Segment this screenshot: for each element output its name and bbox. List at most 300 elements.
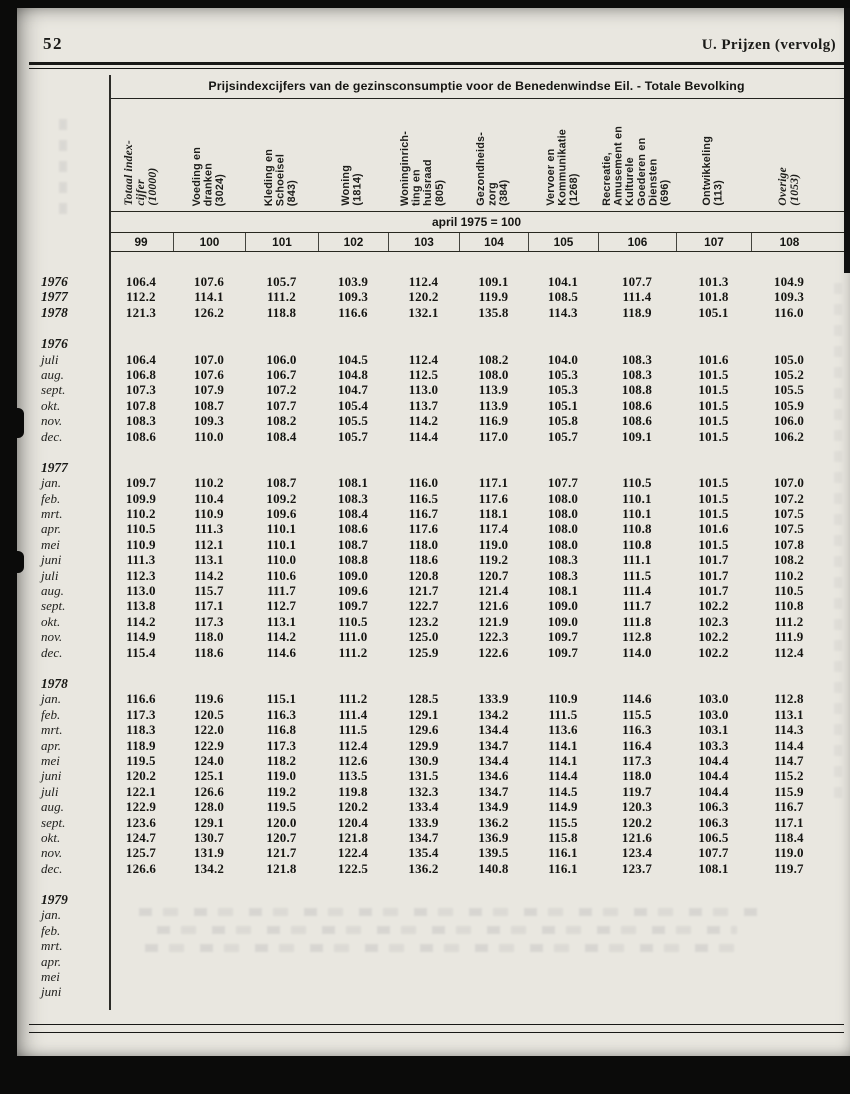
- data-cell: 117.0: [478, 428, 509, 444]
- column-header-label: Overige (1053): [776, 167, 801, 206]
- data-cell: 117.1: [478, 475, 509, 491]
- data-cell: 108.2: [773, 552, 805, 568]
- data-cell: 109.3: [193, 413, 225, 429]
- data-cell: 109.0: [547, 613, 579, 629]
- row-label: feb.: [41, 706, 61, 722]
- table-row: [29, 289, 844, 304]
- data-cell: 107.2: [773, 490, 805, 506]
- column-header-99: [109, 99, 173, 211]
- table-row: [29, 429, 844, 444]
- table-row: [29, 460, 844, 475]
- row-label: 1977: [41, 289, 68, 305]
- table-row: [29, 845, 844, 860]
- data-cell: 114.3: [548, 304, 578, 320]
- data-cell: 111.5: [548, 706, 578, 722]
- data-cell: 104.1: [547, 274, 579, 289]
- data-cell: 117.1: [194, 598, 224, 614]
- data-cell: 129.1: [408, 706, 439, 722]
- data-cell: 140.8: [478, 860, 509, 876]
- data-cell: 114.1: [194, 289, 224, 305]
- row-label: mei: [41, 969, 60, 985]
- row-label: jan.: [41, 475, 62, 491]
- data-cell: 110.1: [622, 506, 652, 522]
- column-header-106: [598, 99, 676, 211]
- row-label: apr.: [41, 521, 62, 537]
- data-cell: 110.1: [266, 521, 297, 537]
- data-cell: 112.5: [408, 366, 439, 382]
- data-cell: 119.2: [266, 783, 297, 799]
- column-header-label: Woninginrich- ting en huisraad (805): [399, 131, 447, 206]
- row-label: mrt.: [41, 938, 63, 954]
- data-cell: 105.7: [337, 428, 369, 444]
- data-cell: 134.2: [478, 706, 509, 722]
- data-cell: 126.6: [125, 860, 157, 876]
- data-cell: 114.4: [408, 428, 439, 444]
- data-cell: 130.7: [193, 829, 225, 845]
- data-cell: 113.9: [478, 397, 509, 413]
- data-cell: 122.3: [478, 629, 509, 645]
- data-cell: 134.4: [478, 752, 509, 768]
- data-cell: 106.7: [266, 366, 297, 382]
- data-cell: 119.0: [774, 845, 804, 861]
- row-label: juni: [41, 768, 62, 784]
- data-cell: 105.3: [547, 366, 579, 382]
- data-cell: 110.5: [774, 583, 804, 599]
- data-cell: 101.5: [698, 428, 729, 444]
- data-cell: 114.2: [408, 413, 439, 429]
- data-cell: 113.1: [774, 706, 804, 722]
- data-cell: 101.7: [698, 552, 729, 568]
- data-cell: 101.5: [698, 382, 729, 398]
- data-cell: 113.0: [408, 382, 439, 398]
- table-title: Prijsindexcijfers van de gezinsconsumptie voor de Benedenwindse Eil. - Totale Bevolking: [208, 79, 745, 93]
- data-cell: 103.3: [698, 737, 729, 753]
- row-label: juni: [41, 552, 62, 568]
- table-row: [29, 645, 844, 660]
- data-cell: 108.5: [547, 289, 579, 305]
- data-cell: 131.5: [408, 768, 439, 784]
- data-cell: 125.1: [193, 768, 225, 784]
- data-cell: 131.9: [193, 845, 225, 861]
- table-body: [29, 274, 844, 1012]
- scan-edge-artifact: [17, 551, 24, 573]
- page-number: 52: [43, 34, 63, 53]
- data-cell: 110.4: [194, 490, 224, 506]
- data-cell: 111.2: [774, 613, 804, 629]
- column-header-label: Vervoer en Kommunikatie (1268): [544, 129, 580, 206]
- row-label: dec.: [41, 860, 63, 876]
- data-cell: 106.4: [125, 274, 157, 289]
- data-cell: 110.0: [194, 428, 224, 444]
- data-cell: 117.3: [194, 613, 224, 629]
- data-cell: 114.9: [126, 629, 156, 645]
- data-cell: 105.5: [773, 382, 805, 398]
- table-row: [29, 799, 844, 814]
- data-cell: 114.1: [548, 752, 578, 768]
- data-cell: 121.6: [478, 598, 509, 614]
- column-code-99: 99: [134, 235, 148, 249]
- data-cell: 120.4: [337, 814, 369, 830]
- data-cell: 110.9: [194, 506, 224, 522]
- data-cell: 118.4: [774, 829, 804, 845]
- data-cell: 134.9: [478, 799, 509, 815]
- data-cell: 134.2: [193, 860, 225, 876]
- data-cell: 109.9: [125, 490, 157, 506]
- data-cell: 108.2: [478, 351, 509, 367]
- data-cell: 107.0: [193, 351, 225, 367]
- data-cell: 110.0: [266, 552, 297, 568]
- table-row: [29, 398, 844, 413]
- data-cell: 112.4: [774, 644, 804, 660]
- data-cell: 116.3: [266, 706, 297, 722]
- data-cell: 114.4: [548, 768, 578, 784]
- data-cell: 108.3: [337, 490, 369, 506]
- data-cell: 120.8: [408, 567, 439, 583]
- data-cell: 125.0: [408, 629, 439, 645]
- data-cell: 118.0: [194, 629, 224, 645]
- data-cell: 116.6: [126, 691, 156, 707]
- row-label: dec.: [41, 644, 63, 660]
- data-cell: 115.5: [548, 814, 578, 830]
- data-cell: 111.9: [774, 629, 804, 645]
- data-cell: 115.9: [774, 783, 804, 799]
- column-header-label: Woning (1814): [340, 165, 364, 206]
- data-cell: 107.6: [193, 366, 225, 382]
- data-cell: 112.6: [338, 752, 368, 768]
- row-label: apr.: [41, 737, 62, 753]
- data-cell: 112.4: [408, 351, 439, 367]
- data-cell: 120.2: [621, 814, 653, 830]
- data-cell: 107.7: [698, 845, 729, 861]
- data-cell: 115.1: [266, 691, 297, 707]
- data-cell: 134.7: [408, 829, 439, 845]
- data-cell: 114.6: [266, 644, 297, 660]
- row-label: juli: [41, 783, 59, 799]
- data-cell: 109.3: [337, 289, 369, 305]
- data-cell: 106.3: [698, 814, 729, 830]
- table-row: [29, 707, 844, 722]
- data-cell: 121.9: [478, 613, 509, 629]
- table-row: [29, 305, 844, 320]
- data-cell: 106.2: [773, 428, 805, 444]
- table-row: [29, 614, 844, 629]
- data-cell: 101.5: [698, 490, 729, 506]
- data-cell: 109.7: [337, 598, 369, 614]
- data-cell: 108.1: [337, 475, 369, 491]
- data-cell: 115.5: [622, 706, 652, 722]
- data-cell: 106.3: [698, 799, 729, 815]
- data-cell: 105.0: [773, 351, 805, 367]
- row-label: okt.: [41, 613, 61, 629]
- row-label: okt.: [41, 397, 61, 413]
- data-cell: 104.7: [337, 382, 369, 398]
- data-cell: 125.7: [125, 845, 157, 861]
- data-cell: 114.9: [548, 799, 578, 815]
- data-cell: 116.0: [774, 304, 804, 320]
- column-header-label: Ontwikkeling (113): [700, 136, 725, 206]
- data-cell: 132.3: [408, 783, 439, 799]
- data-cell: 103.0: [698, 706, 729, 722]
- column-code-105: 105: [528, 233, 598, 251]
- data-cell: 111.4: [622, 289, 652, 305]
- column-code-106: 106: [598, 233, 676, 251]
- data-cell: 105.7: [266, 274, 297, 289]
- data-cell: 114.2: [266, 629, 297, 645]
- data-cell: 108.4: [266, 428, 297, 444]
- row-label: nov.: [41, 845, 63, 861]
- data-cell: 129.1: [193, 814, 225, 830]
- data-cell: 107.5: [773, 506, 805, 522]
- data-cell: 109.1: [478, 274, 509, 289]
- data-cell: 107.5: [773, 521, 805, 537]
- data-cell: 110.6: [266, 567, 297, 583]
- row-label: dec.: [41, 428, 63, 444]
- data-cell: 120.7: [266, 829, 297, 845]
- data-cell: 136.2: [478, 814, 509, 830]
- column-code-100: 100: [173, 233, 245, 251]
- data-cell: 116.3: [622, 722, 652, 738]
- column-header-108: [751, 99, 827, 211]
- column-headers-row: [29, 99, 844, 211]
- data-cell: 108.0: [547, 506, 579, 522]
- data-cell: 114.2: [126, 613, 156, 629]
- row-label: 1978: [41, 304, 68, 320]
- data-cell: 136.9: [478, 829, 509, 845]
- data-cell: 121.8: [337, 829, 369, 845]
- data-cell: 109.2: [266, 490, 297, 506]
- row-label: aug.: [41, 583, 64, 599]
- table-row: [29, 413, 844, 428]
- data-cell: 108.2: [266, 413, 297, 429]
- data-cell: 108.6: [621, 397, 653, 413]
- data-cell: 110.2: [774, 567, 804, 583]
- data-cell: 119.6: [194, 691, 224, 707]
- data-cell: 120.5: [193, 706, 225, 722]
- data-cell: 110.8: [622, 521, 652, 537]
- data-cell: 117.4: [478, 521, 509, 537]
- data-cell: 104.4: [698, 783, 729, 799]
- data-cell: 107.6: [193, 274, 225, 289]
- data-cell: 117.3: [622, 752, 652, 768]
- data-cell: 118.9: [622, 304, 652, 320]
- data-cell: 104.9: [773, 274, 805, 289]
- data-cell: 105.7: [547, 428, 579, 444]
- data-cell: 119.0: [266, 768, 297, 784]
- data-cell: 132.1: [408, 304, 439, 320]
- data-cell: 119.7: [774, 860, 804, 876]
- column-code-101: 101: [245, 233, 318, 251]
- data-cell: 110.8: [622, 536, 652, 552]
- row-label: juni: [41, 984, 62, 1000]
- table-row: [29, 537, 844, 552]
- table-row: [29, 568, 844, 583]
- data-cell: 112.3: [126, 567, 156, 583]
- data-cell: 133.9: [408, 814, 439, 830]
- table-row: [29, 722, 844, 737]
- data-cell: 126.6: [193, 783, 225, 799]
- data-cell: 111.5: [338, 722, 368, 738]
- data-cell: 124.0: [193, 752, 225, 768]
- data-cell: 110.9: [548, 691, 578, 707]
- data-cell: 108.0: [547, 521, 579, 537]
- data-cell: 121.7: [266, 845, 297, 861]
- data-cell: 129.6: [408, 722, 439, 738]
- data-cell: 111.4: [622, 583, 652, 599]
- column-header-102: [318, 99, 388, 211]
- column-header-103: [388, 99, 459, 211]
- data-cell: 122.6: [478, 644, 509, 660]
- data-cell: 118.0: [622, 768, 652, 784]
- data-cell: 111.4: [338, 706, 368, 722]
- data-cell: 101.6: [698, 351, 729, 367]
- table-row: [29, 506, 844, 521]
- data-cell: 113.6: [548, 722, 578, 738]
- row-label: aug.: [41, 799, 64, 815]
- data-cell: 119.5: [266, 799, 297, 815]
- data-cell: 111.0: [338, 629, 368, 645]
- data-cell: 114.7: [774, 752, 804, 768]
- data-cell: 106.0: [266, 351, 297, 367]
- data-cell: 118.6: [194, 644, 224, 660]
- row-label: nov.: [41, 629, 63, 645]
- table-row: [29, 784, 844, 799]
- table-row: [29, 676, 844, 691]
- data-cell: 102.2: [698, 598, 729, 614]
- table-row: [29, 768, 844, 783]
- data-cell: 101.5: [698, 506, 729, 522]
- data-cell: 111.2: [338, 644, 368, 660]
- table-section: [29, 676, 844, 876]
- data-cell: 110.1: [622, 490, 652, 506]
- data-cell: 105.1: [698, 304, 729, 320]
- table-row: [29, 352, 844, 367]
- data-cell: 107.7: [621, 274, 653, 289]
- table-row: [29, 938, 844, 953]
- table-section: [29, 336, 844, 444]
- data-cell: 106.0: [773, 413, 805, 429]
- data-cell: 113.8: [126, 598, 156, 614]
- data-cell: 117.1: [774, 814, 804, 830]
- data-cell: 112.2: [126, 289, 156, 305]
- data-cell: 116.4: [622, 737, 652, 753]
- data-cell: 108.3: [547, 552, 579, 568]
- data-cell: 121.4: [478, 583, 509, 599]
- data-cell: 119.7: [622, 783, 652, 799]
- data-cell: 109.6: [337, 583, 369, 599]
- data-cell: 108.8: [337, 552, 369, 568]
- data-cell: 108.8: [621, 382, 653, 398]
- data-cell: 110.5: [126, 521, 156, 537]
- data-cell: 119.5: [126, 752, 156, 768]
- data-cell: 120.0: [266, 814, 297, 830]
- data-cell: 128.5: [408, 691, 439, 707]
- data-cell: 108.0: [478, 366, 509, 382]
- data-cell: 135.4: [408, 845, 439, 861]
- data-cell: 101.5: [698, 475, 729, 491]
- data-cell: 101.5: [698, 536, 729, 552]
- row-label: 1979: [41, 892, 68, 908]
- column-codes-row: [109, 232, 844, 252]
- table-row: [29, 815, 844, 830]
- data-cell: 113.7: [408, 397, 439, 413]
- data-cell: 116.0: [408, 475, 439, 491]
- table-row: [29, 491, 844, 506]
- data-cell: 110.2: [126, 506, 156, 522]
- data-cell: 110.5: [338, 613, 368, 629]
- data-cell: 104.4: [698, 768, 729, 784]
- data-cell: 118.0: [408, 536, 439, 552]
- data-cell: 110.2: [194, 475, 224, 491]
- data-cell: 118.1: [478, 506, 509, 522]
- data-cell: 134.4: [478, 722, 509, 738]
- data-cell: 108.6: [337, 521, 369, 537]
- table-row: [29, 629, 844, 644]
- data-cell: 108.7: [337, 536, 369, 552]
- data-cell: 109.3: [773, 289, 805, 305]
- data-cell: 101.7: [698, 567, 729, 583]
- data-cell: 118.3: [126, 722, 156, 738]
- header-spacer: [29, 99, 109, 211]
- row-label: 1976: [41, 336, 68, 352]
- data-cell: 114.2: [194, 567, 224, 583]
- row-label: 1977: [41, 459, 68, 475]
- data-cell: 115.8: [548, 829, 578, 845]
- data-cell: 109.7: [547, 644, 579, 660]
- data-cell: 105.5: [337, 413, 369, 429]
- data-cell: 122.7: [408, 598, 439, 614]
- data-cell: 111.7: [622, 598, 652, 614]
- row-label: okt.: [41, 829, 61, 845]
- data-cell: 117.6: [478, 490, 509, 506]
- data-cell: 114.0: [622, 644, 652, 660]
- data-cell: 139.5: [478, 845, 509, 861]
- data-cell: 101.5: [698, 413, 729, 429]
- data-cell: 104.8: [337, 366, 369, 382]
- data-cell: 108.6: [621, 413, 653, 429]
- row-label: juli: [41, 567, 59, 583]
- data-cell: 112.4: [338, 737, 368, 753]
- data-cell: 121.8: [266, 860, 297, 876]
- data-cell: 109.7: [125, 475, 157, 491]
- table-row: [29, 738, 844, 753]
- data-cell: 105.8: [547, 413, 579, 429]
- data-cell: 119.9: [478, 289, 509, 305]
- data-cell: 103.1: [698, 722, 729, 738]
- data-cell: 121.6: [621, 829, 653, 845]
- column-header-101: [245, 99, 318, 211]
- data-cell: 116.7: [774, 799, 804, 815]
- table-row: [29, 861, 844, 876]
- data-cell: 124.7: [125, 829, 157, 845]
- data-cell: 108.3: [125, 413, 157, 429]
- row-label: sept.: [41, 814, 66, 830]
- data-cell: 112.8: [774, 691, 804, 707]
- data-cell: 134.7: [478, 737, 509, 753]
- data-cell: 121.7: [408, 583, 439, 599]
- data-cell: 107.8: [125, 397, 157, 413]
- data-cell: 129.9: [408, 737, 439, 753]
- data-cell: 108.4: [337, 506, 369, 522]
- data-cell: 113.1: [194, 552, 224, 568]
- data-cell: 136.2: [408, 860, 439, 876]
- row-label: juli: [41, 351, 59, 367]
- data-cell: 107.8: [773, 536, 805, 552]
- row-label: mei: [41, 752, 60, 768]
- data-cell: 116.8: [266, 722, 297, 738]
- data-cell: 111.3: [194, 521, 224, 537]
- data-cell: 111.8: [622, 613, 652, 629]
- data-cell: 122.5: [337, 860, 369, 876]
